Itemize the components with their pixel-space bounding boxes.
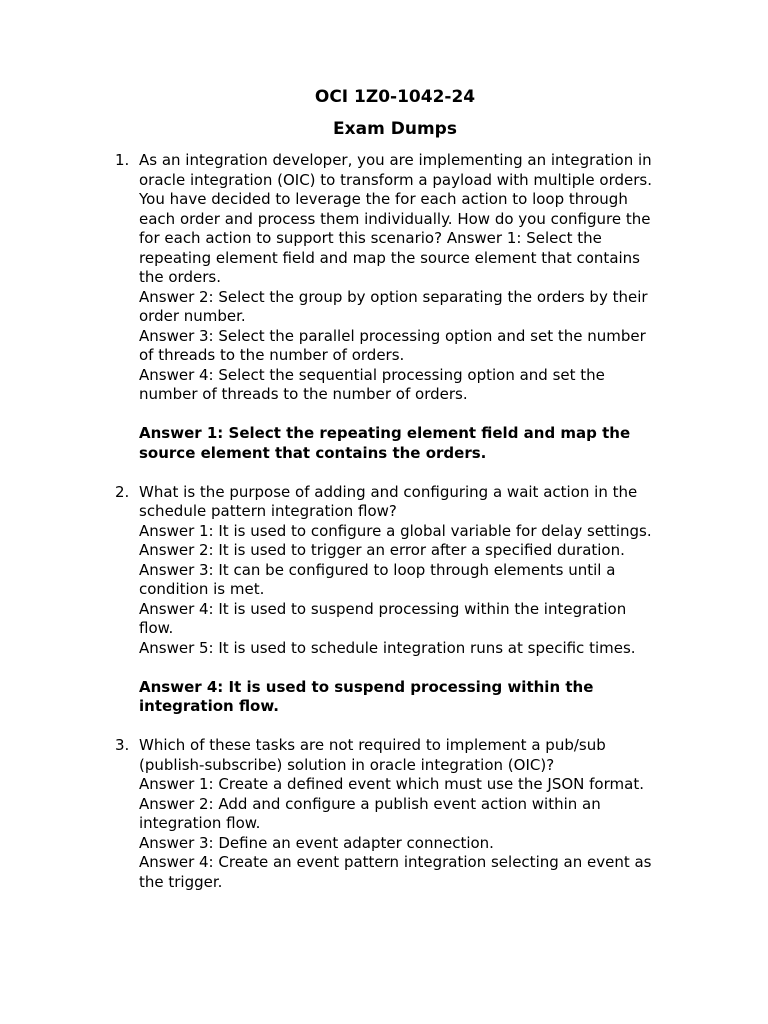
question-text-line: each order and process them individually. How do you configure the [139,209,651,228]
correct-answer-line: Answer 4: It is used to suspend processing within the [139,677,594,696]
question-text-line: Answer 2: Add and configure a publish event action within an [139,794,601,813]
question-text-line: Answer 2: It is used to trigger an error after a specified duration. [139,541,625,559]
question-text-line: the orders. [139,268,221,286]
question-text-line: oracle integration (OIC) to transform a payload with multiple orders. [139,170,652,189]
question-text-line: schedule pattern integration flow? [139,502,397,520]
question-text-line: integration flow. [139,814,261,832]
document-title: OCI 1Z0-1042-24 [314,87,476,107]
question-text-line: flow. [139,619,174,637]
question-text-line: Answer 4: Select the sequential processing option and set the [139,365,605,384]
question-text-line: for each action to support this scenario? Answer 1: Select the [139,229,602,247]
question-text-line: Answer 3: Define an event adapter connection. [139,833,494,852]
question-text-line: Answer 1: Create a defined event which must use the JSON format. [139,775,644,793]
spacer [139,405,679,425]
question-list [0,151,768,912]
question-text-line: number of threads to the number of orders. [139,385,468,403]
question-number: 2. [115,482,130,501]
question-text-line: Answer 2: Select the group by option separating the orders by their [139,287,648,306]
question-body [139,151,679,463]
question-text-line: Answer 4: It is used to suspend processing within the integration [139,599,627,618]
question-number: 1. [115,151,130,169]
question-3 [0,736,768,892]
question-1 [0,151,768,463]
correct-answer-line: source element that contains the orders. [139,443,487,462]
question-text-line: Answer 1: It is used to configure a global variable for delay settings. [139,521,652,540]
question-text-line: Answer 3: Select the parallel processing option and set the number [139,326,646,345]
question-text-line: condition is met. [139,580,265,598]
question-text-line: As an integration developer, you are implementing an integration in [139,151,652,169]
question-text-line: Answer 5: It is used to schedule integration runs at specific times. [139,638,636,657]
question-text-line: order number. [139,307,246,325]
question-text-line: (publish-subscribe) solution in oracle integration (OIC)? [139,755,555,774]
question-text-line: What is the purpose of adding and configuring a wait action in the [139,482,638,501]
document-subtitle: Exam Dumps [333,119,457,139]
question-text-line: You have decided to leverage the for each action to loop through [139,190,628,208]
question-text-line: the trigger. [139,872,223,891]
spacer [139,658,679,678]
question-number: 3. [115,736,130,754]
question-text-line: repeating element field and map the source element that contains [139,248,640,267]
correct-answer-line: Answer 1: Select the repeating element field and map the [139,424,631,442]
question-text-line: Answer 4: Create an event pattern integration selecting an event as [139,853,652,871]
question-body [139,736,679,892]
question-body [139,483,679,717]
question-text-line: Which of these tasks are not required to implement a pub/sub [139,736,606,754]
question-2 [0,483,768,717]
correct-answer-line: integration flow. [139,697,279,715]
question-text-line: of threads to the number of orders. [139,346,405,364]
question-text-line: Answer 3: It can be configured to loop through elements until a [139,560,616,579]
